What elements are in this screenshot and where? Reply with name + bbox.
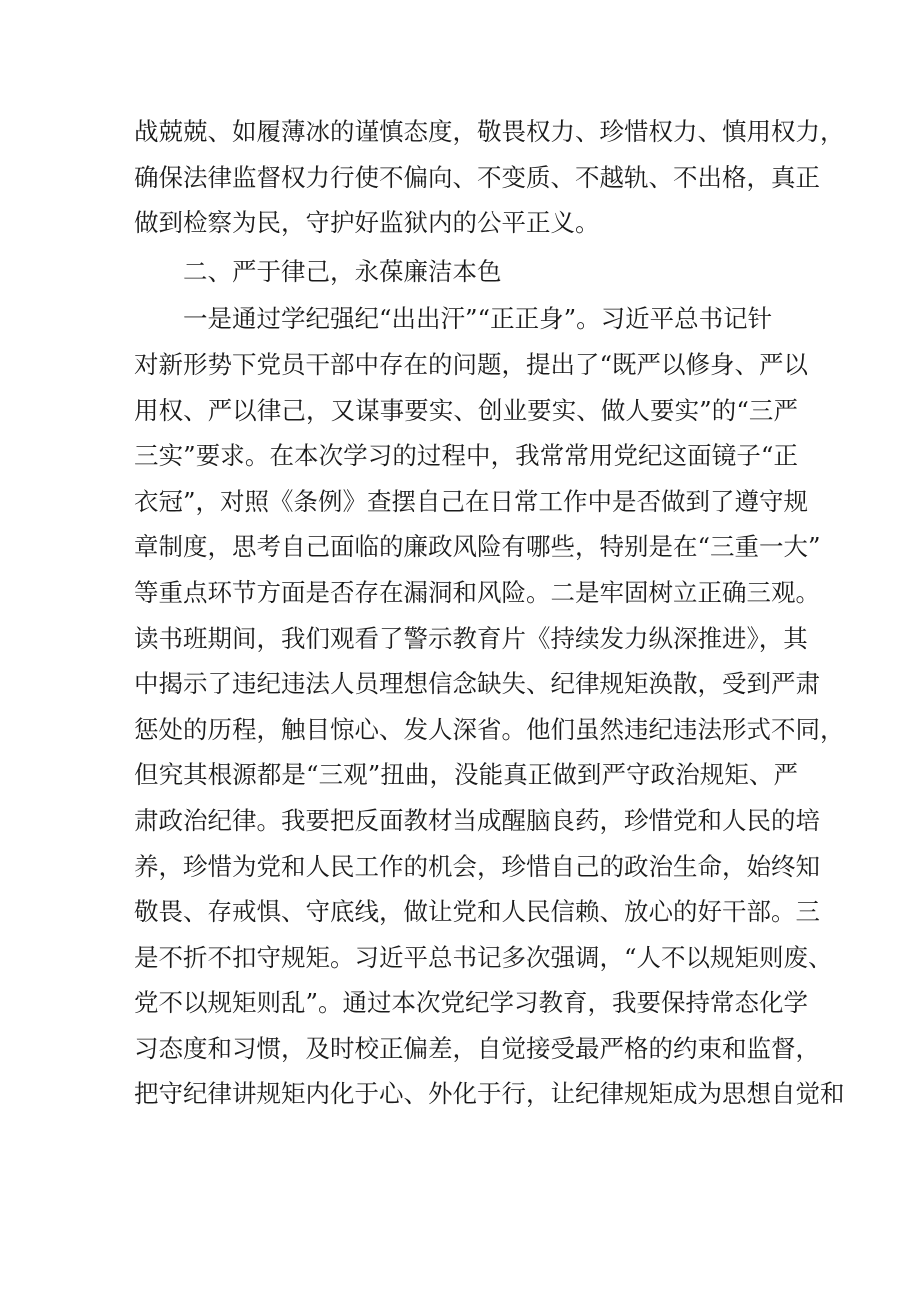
text-line: 衣冠”，对照《条例》查摆自己在日常工作中是否做到了遵守规 [134,486,809,516]
text-line: 敬畏、存戒惧、守底线，做让党和人民信赖、放心的好干部。三 [134,897,820,927]
section-heading: 二、严于律己，永葆廉洁本色 [183,256,502,286]
text-line: 把守纪律讲规矩内化于心、外化于行，让纪律规矩成为思想自觉和 [134,1079,845,1109]
text-line: 战兢兢、如履薄冰的谨慎态度，敬畏权力、珍惜权力、慎用权力， [134,117,845,146]
text-line: 中揭示了违纪违法人员理想信念缺失、纪律规矩涣散，受到严肃 [134,669,820,699]
text-line: 等重点环节方面是否存在漏洞和风险。二是牢固树立正确三观。 [134,577,820,607]
text-line: 一是通过学纪强纪“出出汗”“正正身”。习近平总书记针 [183,304,773,334]
text-line: 是不折不扣守规矩。习近平总书记多次强调，“人不以规矩则废、 [134,942,833,972]
text-line: 做到检察为民，守护好监狱内的公平正义。 [134,208,600,238]
text-line: 但究其根源都是“三观”扭曲，没能真正做到严守政治规矩、严 [134,760,798,790]
text-line: 章制度，思考自己面临的廉政风险有哪些，特别是在“三重一大” [134,532,821,562]
paragraph-body [134,296,845,1117]
text-line: 肃政治纪律。我要把反面教材当成醒脑良药，珍惜党和人民的培 [134,805,820,835]
text-line: 三实”要求。在本次学习的过程中，我常常用党纪这面镜子“正 [134,441,798,471]
text-line: 习态度和习惯，及时校正偏差，自觉接受最严格的约束和监督， [134,1033,820,1063]
text-line: 党不以规矩则乱”。通过本次党纪学习教育，我要保持常态化学 [134,988,809,1018]
text-line: 读书班期间，我们观看了警示教育片《持续发力纵深推进》，其 [134,623,808,653]
text-line: 用权、严以律己，又谋事要实、创业要实、做人要实”的“三严 [134,395,798,425]
document-body [134,109,845,1117]
paragraph-continued [134,109,845,246]
text-line: 对新形势下党员干部中存在的问题，提出了“既严以修身、严以 [134,349,809,379]
text-line: 确保法律监督权力行使不偏向、不变质、不越轨、不出格，真正 [134,162,820,192]
text-line: 惩处的历程，触目惊心、发人深省。他们虽然违纪违法形式不同， [134,714,845,744]
text-line: 养，珍惜为党和人民工作的机会，珍惜自己的政治生命，始终知 [134,851,820,881]
